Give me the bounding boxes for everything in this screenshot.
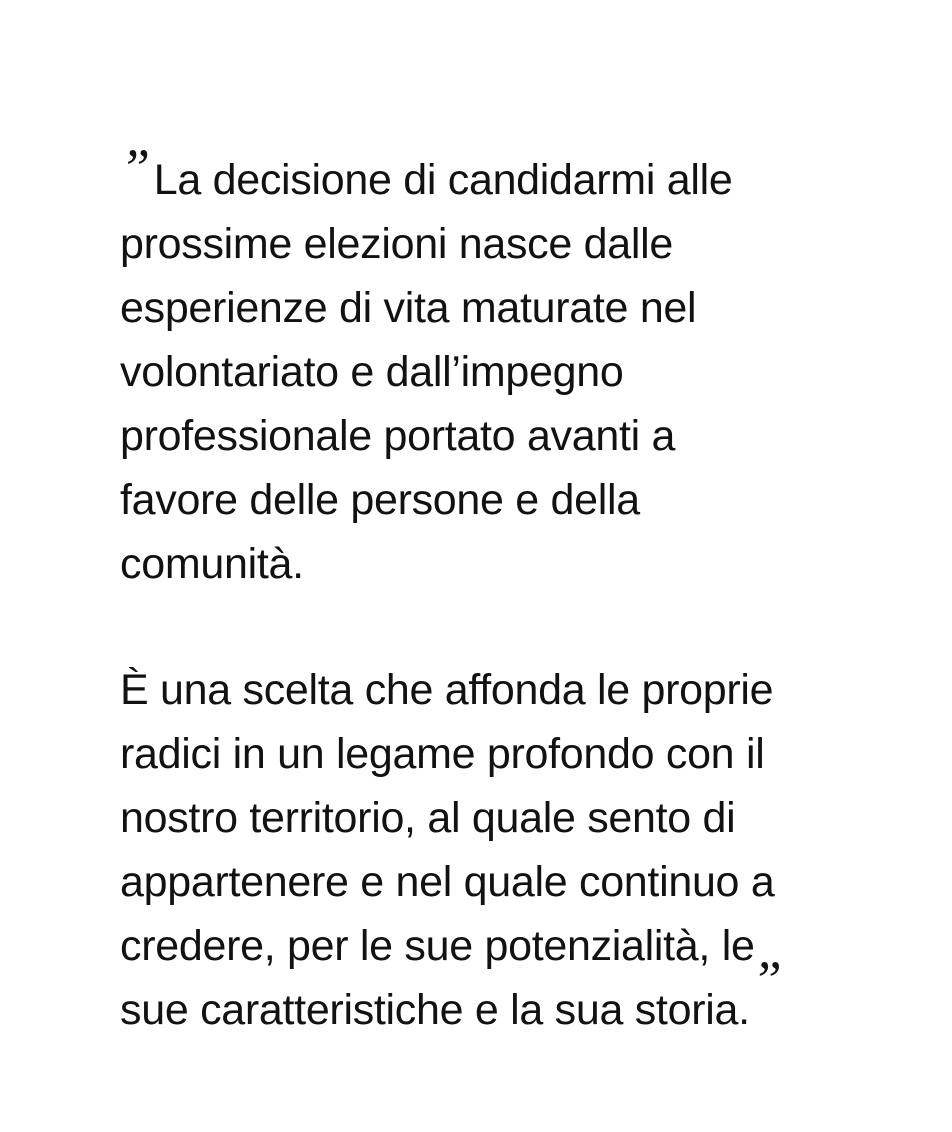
quote-line: favore delle persone e della (120, 476, 640, 524)
quote-line (120, 138, 880, 212)
closing-quote-mark: ” (751, 950, 782, 1010)
quote-line (120, 950, 880, 1042)
quote-line: volontariato e dall’impegno (120, 348, 624, 396)
quote-line-text: La decisione di candidarmi alle (153, 156, 733, 204)
quote-line: nostro territorio, al quale sento di (120, 794, 736, 842)
quote-line: appartenere e nel quale continuo a (120, 858, 775, 906)
quote-line: prossime elezioni nasce dalle (120, 220, 673, 268)
quote-line: esperienze di vita maturate nel (120, 284, 697, 332)
quote-paragraph-1 (120, 138, 880, 596)
opening-quote-mark: ” (120, 138, 150, 198)
quote-line: credere, per le sue potenzialità, le (120, 922, 755, 970)
quote-line: radici in un legame profondo con il (120, 730, 765, 778)
quote-line: È una scelta che affonda le proprie (120, 666, 774, 714)
quote-line: comunità. (120, 540, 304, 588)
quote-line-text: sue caratteristiche e la sua storia. (120, 986, 750, 1034)
quote-paragraph-2 (120, 658, 880, 1042)
quote-line: professionale portato avanti a (120, 412, 676, 460)
